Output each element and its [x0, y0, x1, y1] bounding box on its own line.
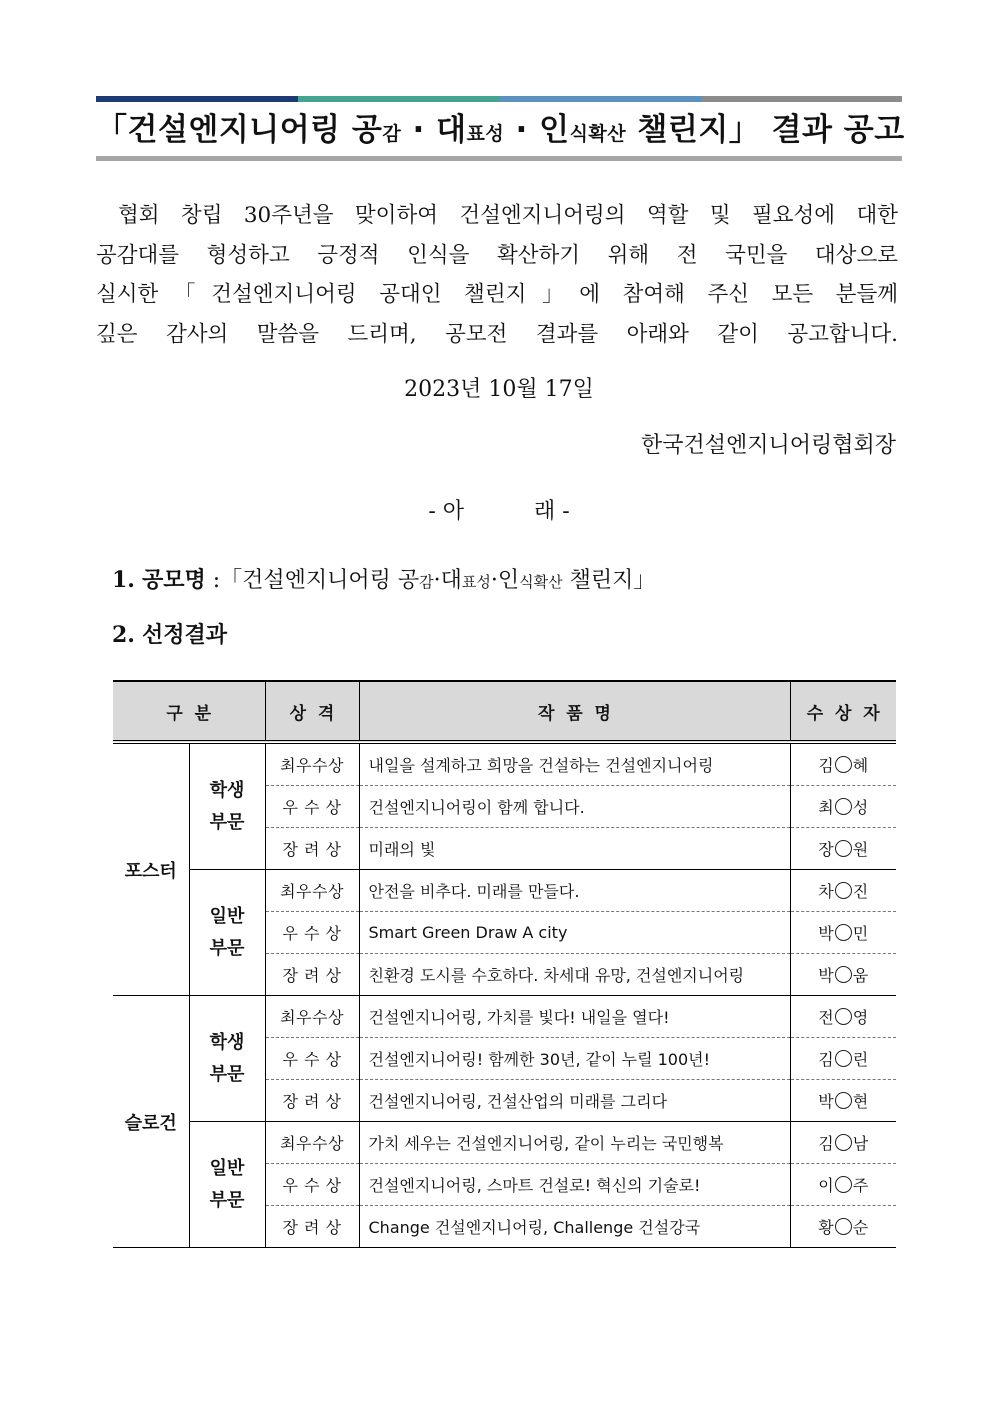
award-cell: 최우수상 [265, 870, 359, 912]
winner-cell [790, 1164, 896, 1206]
masked-name-circle-icon [835, 1050, 852, 1067]
winner-surname: 전 [818, 1008, 834, 1027]
award-cell: 우 수 상 [265, 1038, 359, 1080]
winner-cell [790, 870, 896, 912]
section-number: 1. [112, 567, 135, 593]
division-cell [189, 1122, 265, 1248]
work-title-cell: 건설엔지니어링, 건설산업의 미래를 그리다 [359, 1080, 790, 1122]
winner-surname: 차 [818, 882, 834, 901]
winner-given-name: 영 [852, 1008, 869, 1027]
award-cell: 장 려 상 [265, 1080, 359, 1122]
division-label-line: 일반 [209, 905, 245, 927]
winner-cell [790, 954, 896, 996]
contest-name-part-small: 식확산 [519, 573, 563, 591]
work-title-cell: 가치 세우는 건설엔지니어링, 같이 누리는 국민행복 [359, 1122, 790, 1164]
award-cell: 최우수상 [265, 742, 359, 786]
winner-surname: 박 [818, 1092, 834, 1111]
winner-given-name: 혜 [852, 756, 869, 775]
work-title-cell: 미래의 빛 [359, 828, 790, 870]
color-bar-segment-2 [298, 96, 500, 102]
title-top-color-bar [96, 96, 902, 102]
award-cell: 최우수상 [265, 1122, 359, 1164]
title-part: 챌린지」 결과 공고 [626, 112, 905, 148]
winner-given-name: 주 [852, 1176, 869, 1195]
title-part-small: 식확산 [569, 123, 627, 145]
below-heading: - 아 래 - [428, 499, 570, 524]
winner-given-name: 남 [852, 1134, 869, 1153]
contest-name-part: 챌린지」 [562, 568, 656, 593]
winner-cell [790, 1206, 896, 1248]
award-cell: 우 수 상 [265, 1164, 359, 1206]
winner-given-name: 린 [852, 1050, 869, 1069]
winner-cell [790, 1080, 896, 1122]
section-label: 선정결과 [141, 622, 227, 648]
masked-name-circle-icon [835, 1008, 852, 1025]
work-title-cell: 건설엔지니어링, 가치를 빛다! 내일을 열다! [359, 996, 790, 1038]
winner-surname: 김 [818, 1050, 834, 1069]
winner-cell [790, 1122, 896, 1164]
results-body [113, 742, 896, 1248]
contest-name-part-small: 표성 [461, 573, 491, 591]
section-results [112, 618, 227, 649]
work-title-cell: 건설엔지니어링! 함께한 30년, 같이 누릴 100년! [359, 1038, 790, 1080]
masked-name-circle-icon [835, 1134, 852, 1151]
masked-name-circle-icon [835, 840, 852, 857]
work-title-cell: 건설엔지니어링이 함께 합니다. [359, 786, 790, 828]
work-title-cell: 건설엔지니어링, 스마트 건설로! 혁신의 기술로! [359, 1164, 790, 1206]
winner-surname: 황 [818, 1218, 834, 1237]
announcement-date: 2023년 10월 17일 [404, 377, 594, 402]
winner-surname: 김 [818, 1134, 834, 1153]
masked-name-circle-icon [835, 966, 852, 983]
work-title-cell: 안전을 비추다. 미래를 만들다. [359, 870, 790, 912]
winner-given-name: 성 [852, 798, 869, 817]
category-cell: 포스터 [113, 742, 189, 996]
masked-name-circle-icon [835, 756, 852, 773]
award-cell: 장 려 상 [265, 828, 359, 870]
winner-surname: 장 [818, 840, 834, 859]
section-number: 2. [112, 622, 135, 648]
header-category: 구 분 [113, 681, 265, 742]
section-label: 공모명 [141, 567, 206, 593]
intro-line: 협회 창립 30주년을 맞이하여 건설엔지니어링의 역할 및 필요성에 대한 [118, 203, 898, 228]
masked-name-circle-icon [835, 924, 852, 941]
division-label-line: 학생 [209, 779, 245, 801]
table-row [113, 870, 896, 912]
division-cell [189, 996, 265, 1122]
division-label-line: 학생 [209, 1031, 245, 1053]
winner-given-name: 진 [852, 882, 869, 901]
division-label-line: 부문 [209, 1063, 245, 1085]
header-award: 상 격 [265, 681, 359, 742]
color-bar-segment-3 [499, 96, 701, 102]
table-row [113, 1122, 896, 1164]
division-label-line: 일반 [209, 1157, 245, 1179]
table-row [113, 996, 896, 1038]
winner-surname: 박 [818, 924, 834, 943]
header-work-title: 작 품 명 [359, 681, 790, 742]
section-separator: : [205, 568, 221, 593]
color-bar-segment-4 [701, 96, 903, 102]
winner-cell [790, 742, 896, 786]
page-title [96, 104, 905, 156]
winner-given-name: 현 [852, 1092, 869, 1111]
winner-cell [790, 786, 896, 828]
division-label-line: 부문 [209, 937, 245, 959]
division-cell [189, 742, 265, 870]
award-cell: 우 수 상 [265, 786, 359, 828]
award-cell: 우 수 상 [265, 912, 359, 954]
category-cell: 슬로건 [113, 996, 189, 1248]
masked-name-circle-icon [835, 1092, 852, 1109]
contest-name-part: 「건설엔지니어링 공 [220, 568, 420, 593]
contest-name-part-small: 감 [419, 573, 434, 591]
intro-line: 깊은 감사의 말씀을 드리며, 공모전 결과를 아래와 같이 공고합니다. [96, 321, 898, 347]
title-bottom-bar [96, 156, 902, 161]
color-bar-segment-1 [96, 96, 298, 102]
division-label-line: 부문 [209, 811, 245, 833]
title-part: · 인 [504, 112, 570, 148]
header-winner: 수 상 자 [790, 681, 896, 742]
winner-given-name: 순 [852, 1218, 869, 1237]
winner-surname: 박 [818, 966, 834, 985]
title-part-small: 감 [382, 123, 402, 145]
winner-cell [790, 996, 896, 1038]
award-cell: 장 려 상 [265, 954, 359, 996]
masked-name-circle-icon [835, 798, 852, 815]
contest-name-part: ·대 [433, 568, 462, 593]
contest-name-part: ·인 [490, 568, 520, 593]
winner-given-name: 움 [852, 966, 869, 985]
award-cell: 장 려 상 [265, 1206, 359, 1248]
work-title-cell: 내일을 설계하고 희망을 건설하는 건설엔지니어링 [359, 742, 790, 786]
winner-cell [790, 828, 896, 870]
intro-paragraph [96, 196, 898, 354]
winner-cell [790, 1038, 896, 1080]
winner-cell [790, 912, 896, 954]
title-part-small: 표성 [466, 123, 505, 145]
winner-given-name: 원 [852, 840, 869, 859]
intro-line: 공감대를 형성하고 긍정적 인식을 확산하기 위해 전 국민을 대상으로 [96, 242, 898, 268]
masked-name-circle-icon [835, 882, 852, 899]
title-part: · 대 [401, 112, 467, 148]
title-part: 「건설엔지니어링 공 [96, 112, 383, 148]
table-row [113, 742, 896, 786]
table-header-row [113, 681, 896, 742]
work-title-cell: 친환경 도시를 수호하다. 차세대 유망, 건설엔지니어링 [359, 954, 790, 996]
results-table [113, 680, 896, 1248]
award-cell: 최우수상 [265, 996, 359, 1038]
division-cell [189, 870, 265, 996]
winner-surname: 이 [818, 1176, 834, 1195]
intro-line: 실시한「건설엔지니어링 공대인 챌린지」에 참여해 주신 모든 분들께 [96, 282, 898, 307]
masked-name-circle-icon [835, 1218, 852, 1235]
masked-name-circle-icon [835, 1176, 852, 1193]
winner-surname: 최 [818, 798, 834, 817]
winner-surname: 김 [818, 756, 834, 775]
winner-given-name: 민 [852, 924, 869, 943]
work-title-cell: Change 건설엔지니어링, Challenge 건설강국 [359, 1206, 790, 1248]
issuer-name: 한국건설엔지니어링협회장 [640, 433, 896, 458]
section-contest-name [112, 563, 655, 594]
division-label-line: 부문 [209, 1189, 245, 1211]
work-title-cell: Smart Green Draw A city [359, 912, 790, 954]
